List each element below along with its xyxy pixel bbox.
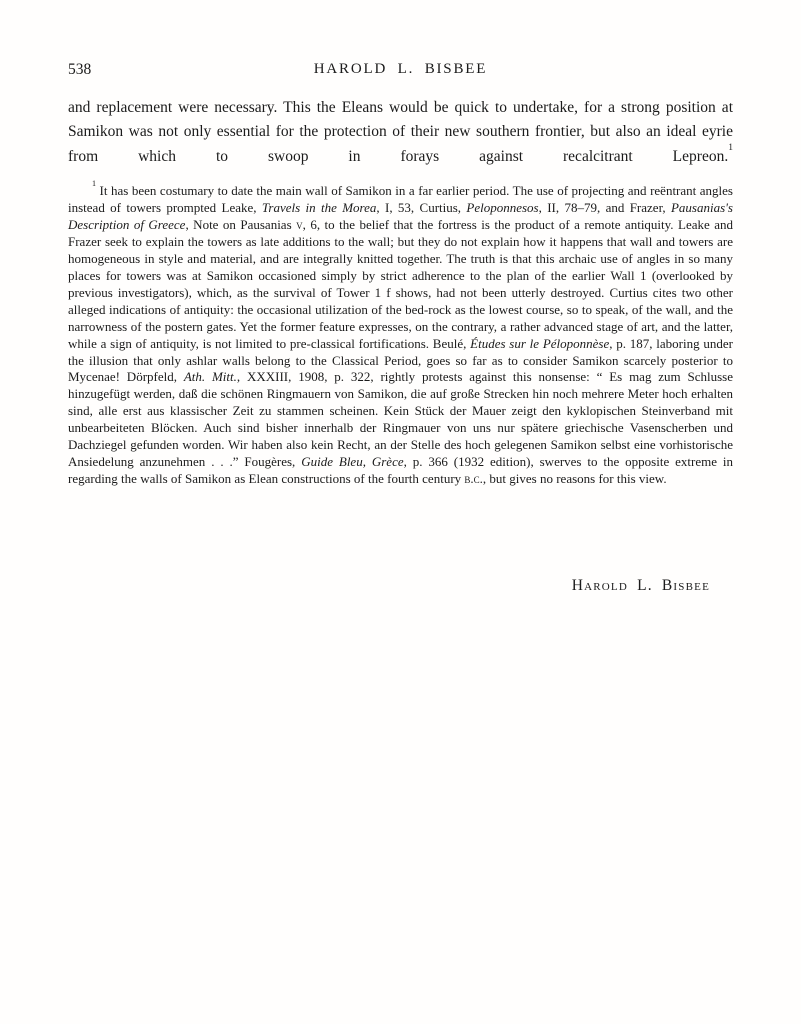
running-header (68, 61, 733, 81)
footnote-marker: 1 (92, 179, 97, 189)
running-head-author: HAROLD L. BISBEE (313, 61, 488, 77)
body-paragraph (68, 96, 733, 169)
body-paragraph-text: and replacement were necessary. This the Eleans would be quick to undertake, for a strong position at Samikon was not only essential for the protection of their new southern frontier, but also an ideal eyrie from which to swoop in forays against recalcitrant Lepreon. (68, 99, 733, 165)
footnote-body: It has been costumary to date the main wall of Samikon in a far earlier period. The use of projecting and reëntrant angles instead of towers prompted Leake, Travels in the Morea, I, 53, Curtius, Peloponnesos, II, 78–79, and Frazer, Pausanias's Description of Greece, Note on Pausanias v, 6, to the belief that the fortress is the product of a remote antiquity. Leake and Frazer seek to explain the towers as late additions to the wall; but they do not explain how it happens that wall and towers are homogeneous in style and material, and are integrally knitted together. The truth is that this archaic use of angles in so many places for towers was at Samikon occasioned simply by strict adherence to the plan of the earlier Wall 1 (overlooked by previous investigators), which, as the survival of Tower 1 f shows, had not been utterly destroyed. Curtius cites two other alleged indications of antiquity: the occasional utilization of the bed-rock as the lowest course, so to speak, of the wall, and the narrowness of the postern gates. Yet the former feature expresses, on the contrary, a rather advanced stage of art, and the latter, while a sign of antiquity, is not limited to pre-classical fortifications. Beulé, Études sur le Péloponnèse, p. 187, laboring under the illusion that only ashlar walls belong to the Classical Period, goes so far as to consider Samikon scarcely posterior to Mycenae! Dörpfeld, Ath. Mitt., XXXIII, 1908, p. 322, rightly protests against this nonsense: “ Es mag zum Schlusse hinzugefügt werden, daß die schönen Ringmauern von Samikon, die auf große Strecken hin noch mehrere Meter hoch erhalten sind, alle erst aus klassischer Zeit zu stammen scheinen. Kein Stück der Mauer zeigt den kyklopischen Steinverband mit unbearbeiteten Blöcken. Auch sind bisher innerhalb der Ringmauer von uns nur spätere griechische Vasenscherben und Dachziegel gefunden worden. Wir haben also kein Recht, an der Stelle des hoch gelegenen Samikon selbst eine vorhistorische Ansiedelung anzunehmen . . .” Fougères, Guide Bleu, Grèce, p. 366 (1932 edition), swerves to the opposite extreme in regarding the walls of Samikon as Elean constructions of the fourth century b.c., but gives no reasons for this view. (68, 183, 734, 487)
footnote-text (68, 179, 734, 488)
author-signature: Harold L. Bisbee (571, 577, 710, 594)
footnote-reference: 1 (728, 142, 733, 154)
page-number: 538 (68, 61, 92, 78)
